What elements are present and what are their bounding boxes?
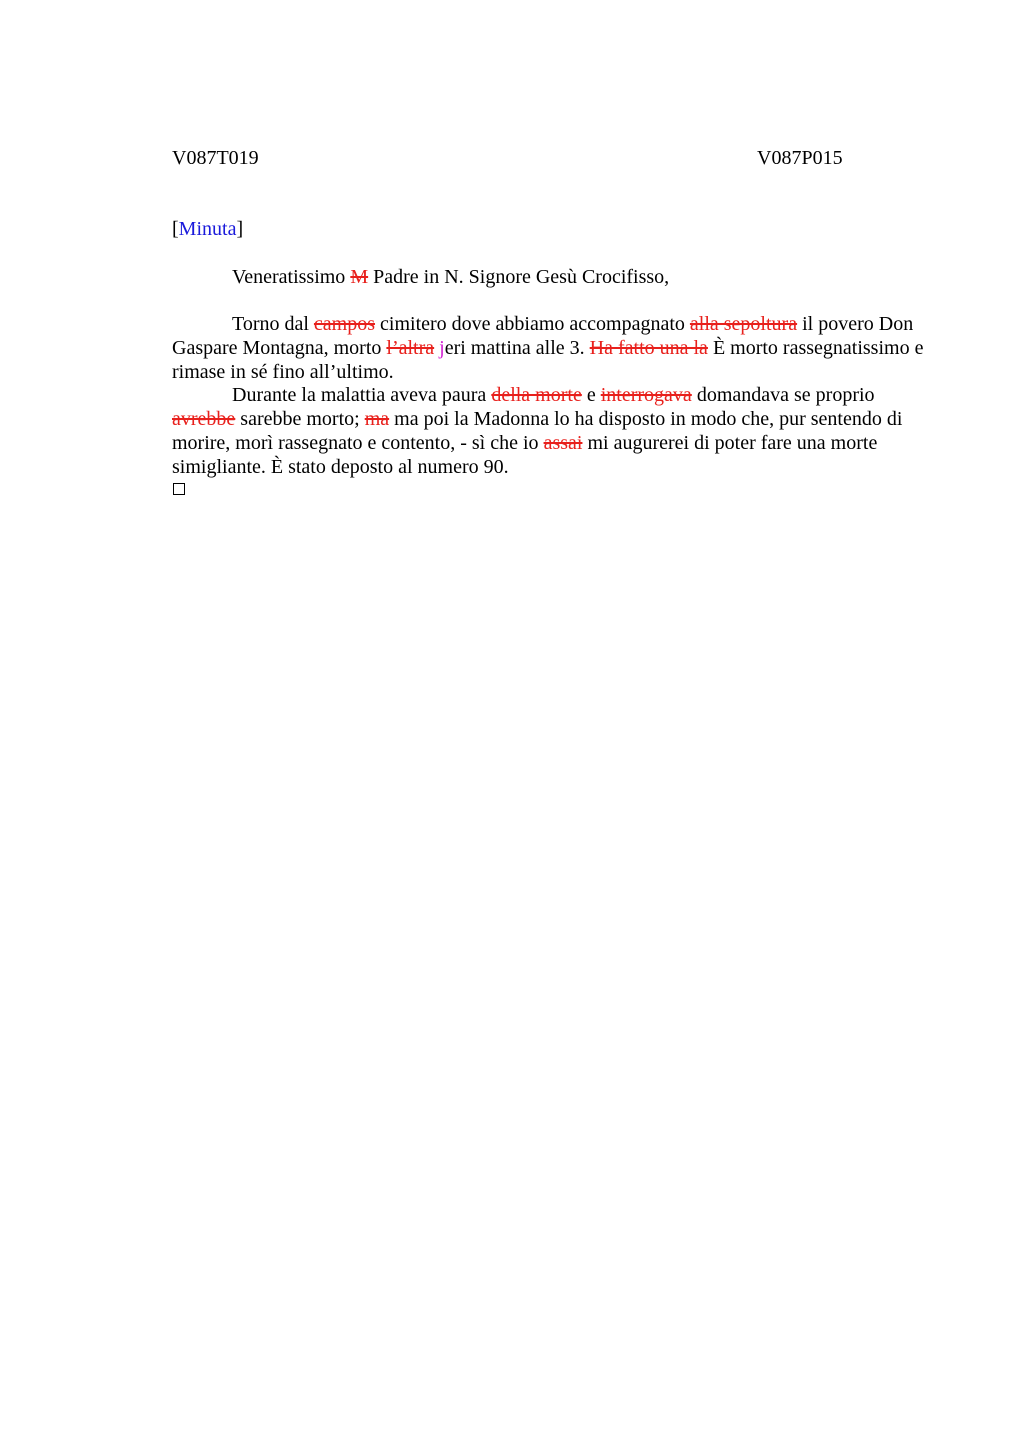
deleted-text: l’altra bbox=[386, 336, 435, 359]
body-text: sarebbe morto; bbox=[235, 408, 365, 431]
body-text: il povero Don Gaspare Montagna, morto bbox=[172, 313, 914, 359]
body-text: domandava se proprio bbox=[691, 384, 875, 407]
letter-body bbox=[172, 313, 927, 480]
salutation-text: Padre in N. Signore Gesù Crocifisso, bbox=[368, 266, 670, 288]
document-code-left: V087T019 bbox=[172, 147, 259, 169]
deleted-text: ma bbox=[364, 408, 390, 431]
salutation-text: Veneratissimo bbox=[232, 266, 351, 288]
salutation bbox=[232, 266, 669, 289]
body-text: È morto rassegnatissimo e rimase in sé fino all’ultimo. bbox=[172, 336, 924, 383]
body-text: cimitero dove abbiamo accompagnato bbox=[375, 313, 690, 335]
paragraph-2 bbox=[172, 384, 927, 479]
body-text: Torno dal bbox=[232, 313, 314, 335]
deleted-text: della morte bbox=[491, 384, 582, 407]
body-text: mi augurerei di poter fare una morte simigliante. È stato deposto al numero 90. bbox=[172, 431, 878, 478]
body-text: Durante la malattia aveva paura bbox=[232, 384, 492, 407]
inserted-text: j bbox=[439, 336, 445, 359]
body-text: e bbox=[581, 384, 601, 407]
document-code-right: V087P015 bbox=[757, 147, 843, 169]
end-marker-box-icon bbox=[173, 483, 185, 495]
deleted-text: avrebbe bbox=[172, 408, 236, 431]
deleted-text: campos bbox=[313, 313, 376, 335]
body-text: ma poi la Madonna lo ha disposto in modo che, pur sentendo di morire, morì rassegnato e contento, - sì che io bbox=[172, 408, 903, 454]
deleted-text: M bbox=[350, 266, 369, 288]
deleted-text: interrogava bbox=[600, 384, 692, 407]
minuta-tag bbox=[172, 218, 243, 241]
deleted-text: assai bbox=[543, 431, 583, 454]
tag-close-bracket: ] bbox=[236, 218, 244, 240]
tag-open-bracket: [ bbox=[172, 218, 179, 240]
body-text: eri mattina alle 3. bbox=[444, 336, 590, 359]
paragraph-1 bbox=[172, 313, 927, 384]
deleted-text: Ha fatto una la bbox=[589, 336, 708, 359]
tag-label: Minuta bbox=[178, 218, 237, 240]
deleted-text: alla sepoltura bbox=[689, 313, 798, 335]
